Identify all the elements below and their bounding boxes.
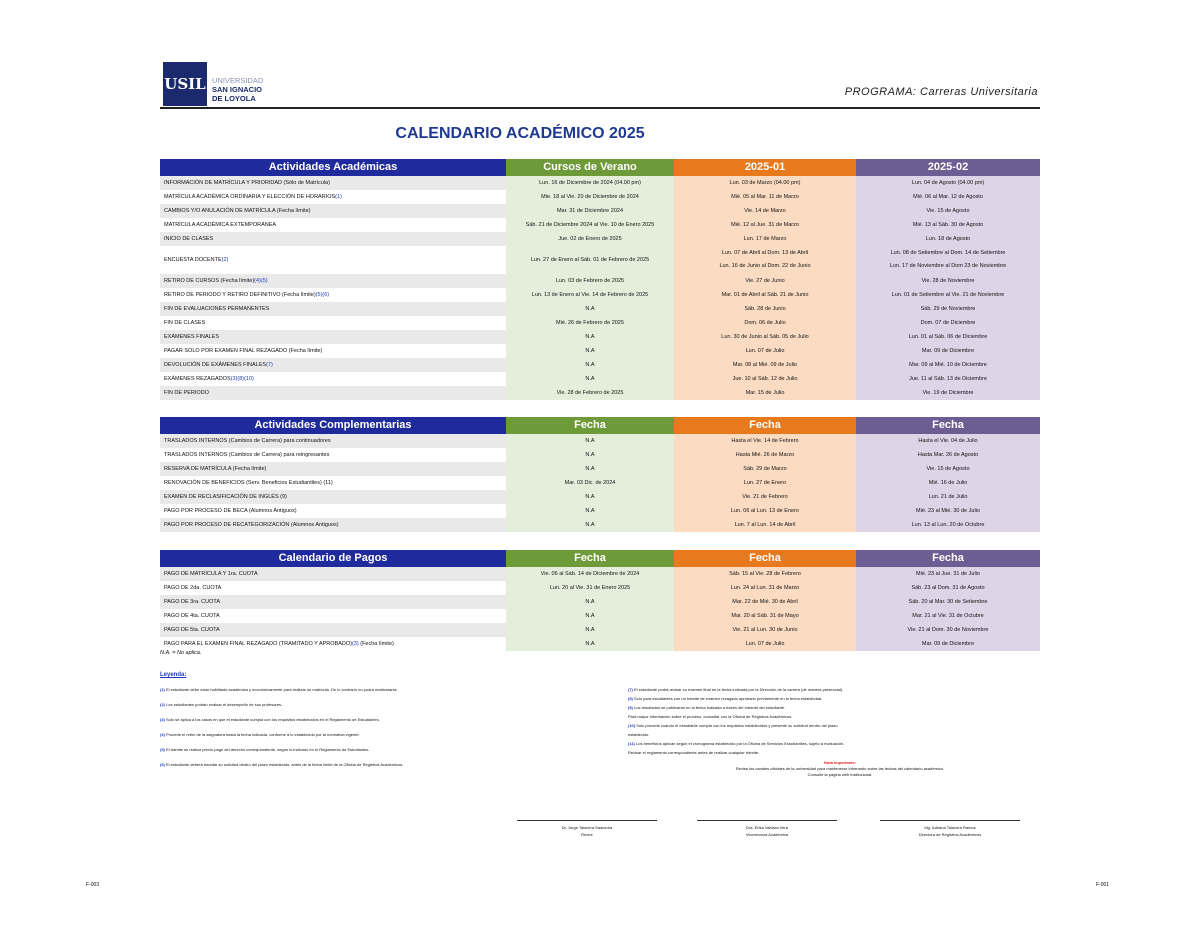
date-cell-s1: Mié. 12 al Jue. 31 de Marzo <box>674 218 856 232</box>
activity-cell: PAGO DE 3ra. CUOTA <box>160 595 506 609</box>
header-divider <box>160 107 1040 109</box>
date-cell-ver: N.A <box>506 623 674 637</box>
logo-text: UNIVERSIDAD SAN IGNACIO DE LOYOLA <box>212 76 264 103</box>
date-cell-s2: Lun. 01 de Setiembre al Vie. 21 de Noviembre <box>856 288 1040 302</box>
complementary-activities-table <box>160 417 1040 532</box>
date-cell-s1: Sáb. 28 de Junio <box>674 302 856 316</box>
legend-item: (6) El estudiante deberá tramitar su solicitud dentro del plazo establecido, antes de la fecha límite de la Oficina de Registros Académicos. <box>160 762 404 767</box>
date-cell-s1: Lun. 03 de Marzo (04.00 pm) <box>674 176 856 190</box>
date-cell-s2: Vie. 15 de Agosto <box>856 204 1040 218</box>
table-row <box>160 637 1040 651</box>
date-cell-s1: Lun. 30 de Junio al Sáb. 05 de Julio <box>674 330 856 344</box>
payments-header-0: Calendario de Pagos <box>160 550 506 567</box>
date-cell-s1: Lun. 17 de Marzo <box>674 232 856 246</box>
activity-cell: RETIRO DE PERIODO Y RETIRO DEFINITIVO (Fecha límite)(5)(6) <box>160 288 506 302</box>
date-cell-ver: N.A <box>506 358 674 372</box>
date-cell-ver: Mie. 18 al Vie. 20 de Diciembre de 2024 <box>506 190 674 204</box>
complementary-header-2: Fecha <box>674 417 856 434</box>
legend-item: (5) El trámite se realiza previo pago del derecho correspondiente, según lo indicado en el Reglamento de Estudiantes. <box>160 747 370 752</box>
page-title: CALENDARIO ACADÉMICO 2025 <box>395 125 645 142</box>
date-cell-ver: N.A <box>506 344 674 358</box>
na-note: N.A. = No aplica. <box>160 650 202 656</box>
activity-cell: FIN DE PERIODO <box>160 386 506 400</box>
legend-item: Para mayor información sobre el proceso, consultar con la Oficina de Registros Académicos. <box>628 714 793 719</box>
table-row <box>160 344 1040 358</box>
complementary-header-1: Fecha <box>506 417 674 434</box>
table-row <box>160 504 1040 518</box>
activity-cell: PAGAR SOLO POR EXAMEN FINAL REZAGADO (Fecha límite) <box>160 344 506 358</box>
date-cell-ver: N.A <box>506 490 674 504</box>
date-cell-s1: Mié. 05 al Mar. 11 de Marzo <box>674 190 856 204</box>
date-cell-ver: Lun. 27 de Enero al Sáb. 01 de Febrero de 2025 <box>506 246 674 274</box>
date-cell-s1: Lun. 07 de Julio <box>674 344 856 358</box>
legend-item: (1) El estudiante debe estar habilitado académica y económicamente para realizar su matrícula. De lo contrario no podrá matricularse. <box>160 687 398 692</box>
table-row <box>160 609 1040 623</box>
legend-item: (8) Solo para estudiantes con un trámite de examen rezagado aprobado previamente en la fecha establecida. <box>628 696 823 701</box>
date-cell-s2: Vie. 21 al Dom. 30 de Noviembre <box>856 623 1040 637</box>
date-cell-s2: Lun. 08 de Setiembre al Dom. 14 de Setiembre Lun. 17 de Noviembre al Dom 23 de Noviembre <box>856 246 1040 274</box>
date-cell-s2: Mar. 09 al Mié. 10 de Diciembre <box>856 358 1040 372</box>
activity-cell: EXAMEN DE RECLASIFICACIÓN DE INGLÉS (9) <box>160 490 506 504</box>
date-cell-s1: Hasta Mié. 26 de Marzo <box>674 448 856 462</box>
date-cell-s1: Vie. 21 de Febrero <box>674 490 856 504</box>
date-cell-s2: Mar. 09 de Diciembre <box>856 344 1040 358</box>
date-cell-ver: N.A <box>506 434 674 448</box>
date-cell-s1: Lun. 07 de Abril al Dom. 13 de Abril Lun. 16 de Junio al Dom. 22 de Junio <box>674 246 856 274</box>
academic-header-2: 2025-01 <box>674 159 856 176</box>
legend-title: Leyenda: <box>160 672 187 678</box>
table-row <box>160 462 1040 476</box>
activity-cell: EXÁMENES REZAGADOS(3)(8)(10) <box>160 372 506 386</box>
complementary-header-0: Actividades Complementarias <box>160 417 506 434</box>
table-row <box>160 358 1040 372</box>
table-row <box>160 288 1040 302</box>
date-cell-ver: N.A <box>506 448 674 462</box>
legend-item: (11) Los beneficios aplican según el cronograma establecido por la Oficina de Servicios Estudiantiles, sujeto a evaluación. <box>628 741 845 746</box>
table-row <box>160 246 1040 274</box>
date-cell-s1: Sáb. 29 de Marzo <box>674 462 856 476</box>
activity-cell: FIN DE CLASES <box>160 316 506 330</box>
date-cell-s1: Lun. 07 de Julio <box>674 637 856 651</box>
date-cell-s1: Vie. 14 de Marzo <box>674 204 856 218</box>
date-cell-s2: Vie. 28 de Noviembre <box>856 274 1040 288</box>
date-cell-s2: Vie. 15 de Agosto <box>856 462 1040 476</box>
date-cell-ver: N.A <box>506 330 674 344</box>
activity-cell: MATRÍCULA ACADÉMICA ORDINARIA Y ELECCIÓN DE HORARIOS(1) <box>160 190 506 204</box>
date-cell-s2: Mié. 06 al Mar. 12 de Agosto <box>856 190 1040 204</box>
activity-cell: PAGO POR PROCESO DE BECA (Alumnos Antiguos) <box>160 504 506 518</box>
date-cell-s1: Mar. 01 de Abril al Sáb. 21 de Junio <box>674 288 856 302</box>
date-cell-s1: Dom. 06 de Julio <box>674 316 856 330</box>
table-row <box>160 386 1040 400</box>
date-cell-s2: Dom. 07 de Diciembre <box>856 316 1040 330</box>
table-row <box>160 623 1040 637</box>
activity-cell: PAGO POR PROCESO DE RECATEGORIZACIÓN (Alumnos Antiguos) <box>160 518 506 532</box>
activity-cell: PAGO PARA EL EXAMEN FINAL REZAGADO (TRAMITADO Y APROBADO)(3) (Fecha límite) <box>160 637 506 651</box>
activity-cell: INICIO DE CLASES <box>160 232 506 246</box>
complementary-header-3: Fecha <box>856 417 1040 434</box>
activity-cell: RENOVACIÓN DE BENEFICIOS (Serv. Beneficios Estudiantiles) (11) <box>160 476 506 490</box>
date-cell-ver: Vie. 06 al Sáb. 14 de Diciembre de 2024 <box>506 567 674 581</box>
activity-cell: PAGO DE 4ta. CUOTA <box>160 609 506 623</box>
page-header <box>160 60 1040 108</box>
academic-header-3: 2025-02 <box>856 159 1040 176</box>
activity-cell: MATRÍCULA ACADÉMICA EXTEMPORÁNEA <box>160 218 506 232</box>
activity-cell: CAMBIOS Y/O ANULACIÓN DE MATRÍCULA (Fecha límite) <box>160 204 506 218</box>
legend-item: Revisar el reglamento correspondiente antes de realizar cualquier trámite. <box>628 750 760 755</box>
date-cell-ver: Lun. 20 al Vie. 31 de Enero 2025 <box>506 581 674 595</box>
date-cell-ver: Mar. 31 de Diciembre 2024 <box>506 204 674 218</box>
date-cell-ver: N.A <box>506 504 674 518</box>
date-cell-ver: Lun. 13 de Enero al Vie. 14 de Febrero de 2025 <box>506 288 674 302</box>
table-row <box>160 434 1040 448</box>
date-cell-ver: Mar. 03 Dic. de 2024 <box>506 476 674 490</box>
date-cell-s2: Lun. 21 de Julio <box>856 490 1040 504</box>
activity-cell: PAGO DE 2da. CUOTA <box>160 581 506 595</box>
date-cell-ver: N.A <box>506 518 674 532</box>
table-row <box>160 330 1040 344</box>
date-cell-s2: Hasta Mar. 26 de Agosto <box>856 448 1040 462</box>
date-cell-s1: Sáb. 15 al Vie. 28 de Febrero <box>674 567 856 581</box>
date-cell-s2: Mar. 21 al Vie. 31 de Octubre <box>856 609 1040 623</box>
table-row <box>160 176 1040 190</box>
activity-cell: RETIRO DE CURSOS (Fecha límite)(4)(5) <box>160 274 506 288</box>
legend-item: (3) Solo se aplica a los casos en que el estudiante cumpla con los requisitos establecidos en el Reglamento de Estudiantes. <box>160 717 380 722</box>
date-cell-ver: Jue. 02 de Enero de 2025 <box>506 232 674 246</box>
activity-cell: DEVOLUCIÓN DE EXÁMENES FINALES(7) <box>160 358 506 372</box>
legend-item: (2) Los estudiantes podrán evaluar el desempeño de sus profesores. <box>160 702 283 707</box>
date-cell-ver: N.A <box>506 302 674 316</box>
table-row <box>160 448 1040 462</box>
date-cell-ver: N.A <box>506 462 674 476</box>
date-cell-s2: Lun. 04 de Agosto (04.00 pm) <box>856 176 1040 190</box>
date-cell-ver: Sáb. 21 de Diciembre 2024 al Vie. 10 de Enero 2025 <box>506 218 674 232</box>
date-cell-ver: Lun. 16 de Diciembre de 2024 (04.00 pm) <box>506 176 674 190</box>
table-row <box>160 274 1040 288</box>
date-cell-ver: N.A <box>506 609 674 623</box>
signature-vicerrectora: Dra. Erika Valdivia Vera Vicerrectora Académica <box>697 820 837 838</box>
date-cell-s1: Lun. 27 de Enero <box>674 476 856 490</box>
table-row <box>160 490 1040 504</box>
table-row <box>160 372 1040 386</box>
table-row <box>160 476 1040 490</box>
payments-header-3: Fecha <box>856 550 1040 567</box>
payments-header-1: Fecha <box>506 550 674 567</box>
date-cell-s2: Lun. 13 al Lun. 20 de Octubre <box>856 518 1040 532</box>
table-row <box>160 567 1040 581</box>
activity-cell: EXÁMENES FINALES <box>160 330 506 344</box>
important-note: Nota importante: Revise los canales oficiales de la universidad para mantenerse informado sobre las fechas del calendario académico. Consulte la página web institucional. <box>735 760 945 777</box>
table-row <box>160 316 1040 330</box>
activity-cell: FIN DE EVALUACIONES PERMANENTES <box>160 302 506 316</box>
activity-cell: PAGO DE MATRÍCULA Y 1ra. CUOTA <box>160 567 506 581</box>
date-cell-s1: Mar. 20 al Sáb. 31 de Mayo <box>674 609 856 623</box>
date-cell-ver: N.A <box>506 637 674 651</box>
table-row <box>160 518 1040 532</box>
date-cell-ver: Mié. 26 de Febrero de 2025 <box>506 316 674 330</box>
table-row <box>160 204 1040 218</box>
date-cell-ver: N.A <box>506 372 674 386</box>
academic-header-1: Cursos de Verano <box>506 159 674 176</box>
date-cell-ver: Lun. 03 de Febrero de 2025 <box>506 274 674 288</box>
date-cell-ver: Vie. 28 de Febrero de 2025 <box>506 386 674 400</box>
date-cell-s2: Mié. 23 al Mié. 30 de Julio <box>856 504 1040 518</box>
legend-item: (4) Procede el retiro de la asignatura hasta la fecha indicada, conforme a lo establecido por la normativa vigente. <box>160 732 360 737</box>
date-cell-s2: Jue. 11 al Sáb. 13 de Diciembre <box>856 372 1040 386</box>
date-cell-s2: Hasta el Vie. 04 de Julio <box>856 434 1040 448</box>
date-cell-s2: Mié. 13 al Sáb. 30 de Agosto <box>856 218 1040 232</box>
table-row <box>160 218 1040 232</box>
date-cell-s2: Sáb. 23 al Dom. 31 de Agosto <box>856 581 1040 595</box>
date-cell-s1: Mar. 15 de Julio <box>674 386 856 400</box>
legend-item: (9) Los resultados se publicarán en la fecha indicada a través del Intranet del estudiante. <box>628 705 786 710</box>
date-cell-s2: Sáb. 20 al Mar. 30 de Setiembre <box>856 595 1040 609</box>
activity-cell: RESERVA DE MATRÍCULA (Fecha límite) <box>160 462 506 476</box>
date-cell-s2: Mié. 16 de Julio <box>856 476 1040 490</box>
date-cell-s2: Mié. 23 al Jue. 31 de Julio <box>856 567 1040 581</box>
activity-cell: TRASLADOS INTERNOS (Cambios de Carrera) para reingresantes <box>160 448 506 462</box>
academic-activities-table <box>160 159 1040 400</box>
date-cell-s1: Vie. 21 al Lun. 30 de Junio <box>674 623 856 637</box>
activity-cell: PAGO DE 5ta. CUOTA <box>160 623 506 637</box>
date-cell-ver: N.A <box>506 595 674 609</box>
legend-item: (7) El estudiante podrá revisar su examen final en la fecha indicada por la Dirección de la carrera (de manera presencial). <box>628 687 844 692</box>
payments-table <box>160 550 1040 651</box>
legend-item: (10) Solo procede cuando el estudiante cumpla con los requisitos establecidos y presente su solicitud dentro del plazo. <box>628 723 839 728</box>
date-cell-s1: Lun. 06 al Lun. 13 de Enero <box>674 504 856 518</box>
date-cell-s2: Mar. 09 de Diciembre <box>856 637 1040 651</box>
date-cell-s2: Lun. 18 de Agosto <box>856 232 1040 246</box>
date-cell-s2: Sáb. 29 de Noviembre <box>856 302 1040 316</box>
date-cell-s1: Vie. 27 de Junio <box>674 274 856 288</box>
date-cell-s1: Jue. 10 al Sáb. 12 de Julio <box>674 372 856 386</box>
date-cell-s1: Lun. 24 al Lun. 31 de Marzo <box>674 581 856 595</box>
date-cell-s1: Mar. 22 de Mié. 30 de Abril <box>674 595 856 609</box>
table-row <box>160 302 1040 316</box>
activity-cell: INFORMACIÓN DE MATRÍCULA Y PRIORIDAD (Sólo de Matrícula) <box>160 176 506 190</box>
table-row <box>160 190 1040 204</box>
table-row <box>160 232 1040 246</box>
academic-header-0: Actividades Académicas <box>160 159 506 176</box>
table-row <box>160 595 1040 609</box>
table-row <box>160 581 1040 595</box>
date-cell-s1: Hasta el Vie. 14 de Febrero <box>674 434 856 448</box>
program-label: PROGRAMA: Carreras Universitaria <box>844 86 1038 98</box>
activity-cell: ENCUESTA DOCENTE(2) <box>160 246 506 274</box>
university-logo: USIL <box>163 62 207 106</box>
footer-code-right: F-001 <box>1096 882 1110 888</box>
signature-rector: Dr. Jorge Talavera Saavedra Rector <box>517 820 657 838</box>
signature-directora: Mg. Adriana Talavera Ramos Directora de Registros Académicos <box>880 820 1020 838</box>
legend-item: establecido. <box>628 732 650 737</box>
date-cell-s1: Lun. 7 al Lun. 14 de Abril <box>674 518 856 532</box>
date-cell-s1: Mar. 08 al Mié. 09 de Julio <box>674 358 856 372</box>
date-cell-s2: Vie. 19 de Diciembre <box>856 386 1040 400</box>
footer-code-left: F-003 <box>86 882 100 888</box>
payments-header-2: Fecha <box>674 550 856 567</box>
date-cell-s2: Lun. 01 al Sáb. 06 de Diciembre <box>856 330 1040 344</box>
activity-cell: TRASLADOS INTERNOS (Cambios de Carrera) para continuadores <box>160 434 506 448</box>
